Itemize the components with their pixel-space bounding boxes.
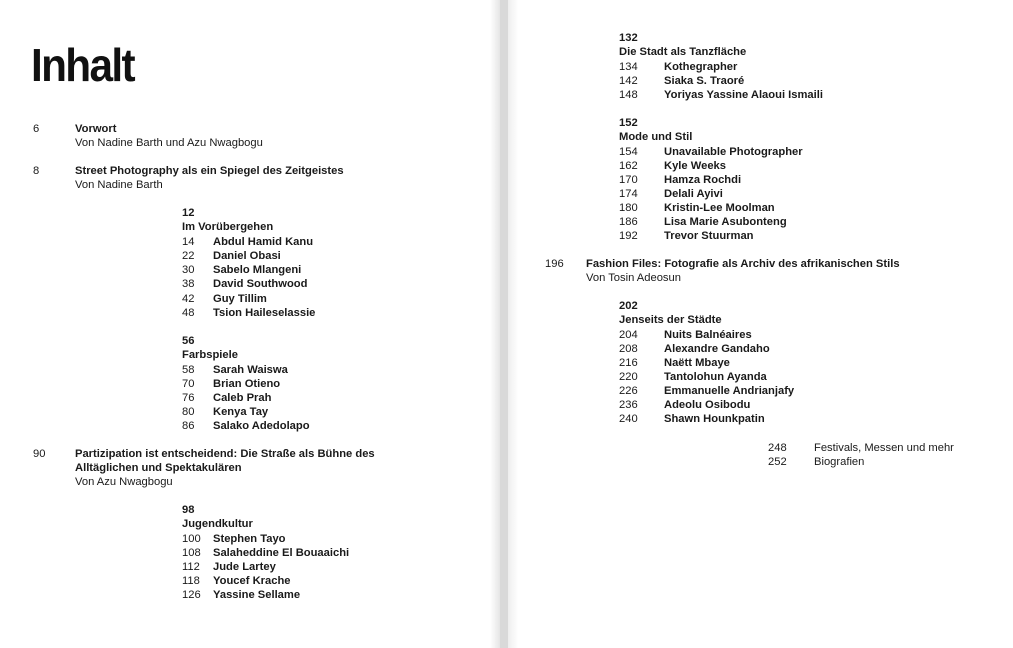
toc-item-name: Guy Tillim: [213, 293, 267, 305]
toc-item-name: Trevor Stuurman: [664, 230, 754, 242]
toc-item-name: Brian Otieno: [213, 378, 281, 390]
toc-item-name: Naëtt Mbaye: [664, 357, 730, 369]
toc-essay-author: Von Azu Nwagbogu: [75, 476, 173, 488]
toc-item-page: 148: [619, 89, 638, 101]
section-title: Die Stadt als Tanzfläche: [619, 46, 747, 58]
toc-essay-author: Von Nadine Barth: [75, 179, 163, 191]
section-title: Jugendkultur: [182, 518, 253, 530]
toc-item-page: 38: [182, 278, 195, 290]
toc-item-name: David Southwood: [213, 278, 308, 290]
toc-page-number: 6: [33, 123, 40, 135]
toc-item-page: 236: [619, 399, 638, 411]
toc-item-name: Lisa Marie Asubonteng: [664, 216, 787, 228]
toc-item-page: 22: [182, 250, 195, 262]
toc-item-page: 100: [182, 533, 201, 545]
appendix-item: Festivals, Messen und mehr: [814, 442, 954, 454]
toc-item-page: 154: [619, 146, 638, 158]
toc-item-page: 70: [182, 378, 195, 390]
toc-item-page: 226: [619, 385, 638, 397]
toc-essay-title: Fashion Files: Fotografie als Archiv des afrikanischen Stils: [586, 258, 900, 270]
toc-item-page: 134: [619, 61, 638, 73]
toc-item-page: 14: [182, 236, 195, 248]
section-page-number: 56: [182, 335, 195, 347]
toc-item-name: Kothegrapher: [664, 61, 738, 73]
toc-item-page: 204: [619, 329, 638, 341]
toc-page-number: 90: [33, 448, 46, 460]
toc-essay-author: Von Nadine Barth und Azu Nwagbogu: [75, 137, 263, 149]
toc-essay-title: Partizipation ist entscheidend: Die Straße als Bühne des: [75, 448, 375, 460]
toc-item-name: Youcef Krache: [213, 575, 291, 587]
toc-item-name: Jude Lartey: [213, 561, 276, 573]
toc-essay-title: Vorwort: [75, 123, 117, 135]
toc-item-page: 76: [182, 392, 195, 404]
toc-item-page: 86: [182, 420, 195, 432]
toc-page-number: 8: [33, 165, 40, 177]
toc-item-page: 118: [182, 575, 200, 587]
toc-item-page: 162: [619, 160, 638, 172]
toc-page-number: 196: [545, 258, 564, 270]
toc-item-page: 240: [619, 413, 638, 425]
toc-item-name: Sabelo Mlangeni: [213, 264, 302, 276]
section-page-number: 202: [619, 300, 638, 312]
toc-item-name: Tsion Haileselassie: [213, 307, 316, 319]
toc-item-name: Sarah Waiswa: [213, 364, 288, 376]
gutter-shadow-right: [508, 0, 518, 648]
toc-item-name: Kristin-Lee Moolman: [664, 202, 775, 214]
toc-item-name: Yoriyas Yassine Alaoui Ismaili: [664, 89, 823, 101]
toc-item-name: Caleb Prah: [213, 392, 272, 404]
toc-item-name: Adeolu Osibodu: [664, 399, 751, 411]
toc-item-page: 42: [182, 293, 195, 305]
appendix-item: Biografien: [814, 456, 865, 468]
section-title: Im Vorübergehen: [182, 221, 274, 233]
toc-item-page: 180: [619, 202, 638, 214]
section-title: Jenseits der Städte: [619, 314, 722, 326]
section-page-number: 98: [182, 504, 195, 516]
toc-item-name: Emmanuelle Andrianjafy: [664, 385, 795, 397]
toc-item-page: 58: [182, 364, 195, 376]
toc-item-page: 108: [182, 547, 201, 559]
appendix-page: 248: [768, 442, 787, 454]
toc-item-page: 126: [182, 589, 201, 601]
section-page-number: 12: [182, 207, 195, 219]
toc-item-name: Hamza Rochdi: [664, 174, 742, 186]
section-title: Farbspiele: [182, 349, 238, 361]
toc-essay-author: Von Tosin Adeosun: [586, 272, 681, 284]
toc-item-page: 216: [619, 357, 638, 369]
toc-item-page: 48: [182, 307, 195, 319]
toc-item-page: 192: [619, 230, 638, 242]
toc-item-name: Unavailable Photographer: [664, 146, 803, 158]
toc-item-page: 170: [619, 174, 638, 186]
toc-essay-title-continued: Alltäglichen und Spektakulären: [75, 462, 242, 474]
toc-item-page: 186: [619, 216, 638, 228]
toc-item-page: 112: [182, 561, 200, 573]
toc-item-name: Siaka S. Traoré: [664, 75, 745, 87]
toc-item-name: Abdul Hamid Kanu: [213, 236, 314, 248]
toc-item-name: Kenya Tay: [213, 406, 269, 418]
toc-item-page: 142: [619, 75, 638, 87]
toc-item-name: Salaheddine El Bouaaichi: [213, 547, 350, 559]
toc-item-name: Daniel Obasi: [213, 250, 281, 262]
toc-item-name: Alexandre Gandaho: [664, 343, 770, 355]
toc-item-name: Tantolohun Ayanda: [664, 371, 767, 383]
toc-essay-title: Street Photography als ein Spiegel des Zeitgeistes: [75, 165, 344, 177]
section-page-number: 152: [619, 117, 638, 129]
gutter-shadow-left: [490, 0, 500, 648]
toc-item-name: Shawn Hounkpatin: [664, 413, 765, 425]
page-title: Inhalt: [31, 39, 134, 91]
section-title: Mode und Stil: [619, 131, 693, 143]
toc-item-page: 220: [619, 371, 638, 383]
toc-item-name: Kyle Weeks: [664, 160, 726, 172]
toc-item-page: 80: [182, 406, 195, 418]
toc-item-page: 30: [182, 264, 195, 276]
section-page-number: 132: [619, 32, 638, 44]
toc-item-page: 174: [619, 188, 638, 200]
toc-item-name: Delali Ayivi: [664, 188, 723, 200]
toc-item-name: Yassine Sellame: [213, 589, 301, 601]
appendix-page: 252: [768, 456, 787, 468]
toc-item-name: Salako Adedolapo: [213, 420, 310, 432]
toc-item-name: Stephen Tayo: [213, 533, 286, 545]
toc-item-page: 208: [619, 343, 638, 355]
toc-item-name: Nuits Balnéaires: [664, 329, 752, 341]
